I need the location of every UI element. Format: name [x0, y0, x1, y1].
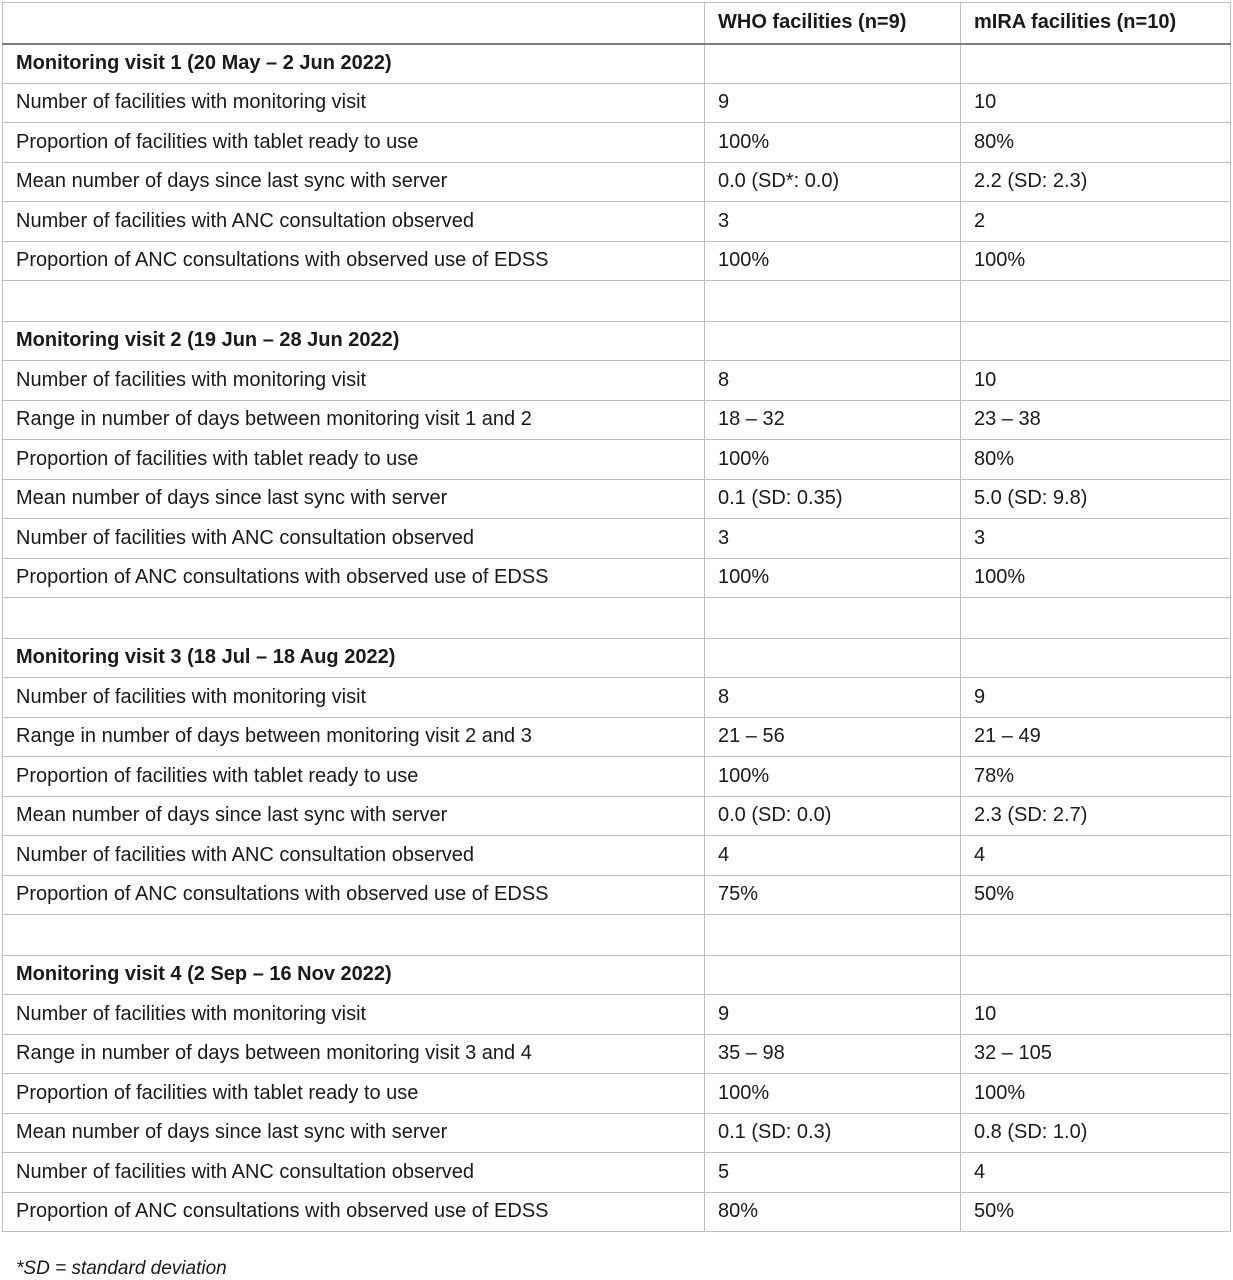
who-value-cell: 3 — [705, 519, 961, 559]
row-label-cell: Number of facilities with monitoring visit — [3, 361, 705, 401]
row-label-cell: Mean number of days since last sync with server — [3, 479, 705, 519]
table-row — [3, 836, 1231, 876]
mira-value-cell — [961, 915, 1231, 956]
header-mira-facilities: mIRA facilities (n=10) — [961, 3, 1231, 44]
mira-value-cell: 23 – 38 — [961, 400, 1231, 440]
table-row — [3, 400, 1231, 440]
who-value-cell — [705, 955, 961, 995]
row-label-cell: Number of facilities with monitoring visit — [3, 678, 705, 718]
row-label-cell: Mean number of days since last sync with server — [3, 796, 705, 836]
row-label-cell: Proportion of ANC consultations with observed use of EDSS — [3, 241, 705, 281]
mira-value-cell: 78% — [961, 757, 1231, 797]
section-header-row — [3, 955, 1231, 995]
table-row — [3, 1034, 1231, 1074]
monitoring-visits-table — [2, 2, 1231, 1232]
who-value-cell: 0.1 (SD: 0.3) — [705, 1113, 961, 1153]
row-label-cell: Proportion of facilities with tablet ready to use — [3, 123, 705, 163]
table-row — [3, 717, 1231, 757]
mira-value-cell — [961, 955, 1231, 995]
who-value-cell: 8 — [705, 361, 961, 401]
spacer-row — [3, 598, 1231, 639]
who-value-cell — [705, 281, 961, 322]
table-row — [3, 1153, 1231, 1193]
mira-value-cell: 32 – 105 — [961, 1034, 1231, 1074]
who-value-cell: 75% — [705, 875, 961, 915]
mira-value-cell: 21 – 49 — [961, 717, 1231, 757]
table-row — [3, 875, 1231, 915]
mira-value-cell: 2.2 (SD: 2.3) — [961, 162, 1231, 202]
table-body — [3, 44, 1231, 1232]
table-row — [3, 83, 1231, 123]
mira-value-cell: 5.0 (SD: 9.8) — [961, 479, 1231, 519]
row-label-cell: Range in number of days between monitoring visit 2 and 3 — [3, 717, 705, 757]
mira-value-cell: 4 — [961, 1153, 1231, 1193]
who-value-cell: 5 — [705, 1153, 961, 1193]
who-value-cell: 35 – 98 — [705, 1034, 961, 1074]
row-label-cell: Proportion of facilities with tablet ready to use — [3, 1074, 705, 1114]
row-label-cell — [3, 598, 705, 639]
mira-value-cell: 80% — [961, 440, 1231, 480]
table-row — [3, 558, 1231, 598]
table-header — [3, 3, 1231, 44]
table-row — [3, 519, 1231, 559]
mira-value-cell: 100% — [961, 1074, 1231, 1114]
who-value-cell: 0.0 (SD*: 0.0) — [705, 162, 961, 202]
mira-value-cell — [961, 638, 1231, 678]
section-header-row — [3, 638, 1231, 678]
row-label-cell: Monitoring visit 2 (19 Jun – 28 Jun 2022) — [3, 321, 705, 361]
footnote: *SD = standard deviation — [16, 1258, 227, 1279]
row-label-cell: Proportion of facilities with tablet ready to use — [3, 757, 705, 797]
who-value-cell: 9 — [705, 83, 961, 123]
who-value-cell — [705, 598, 961, 639]
header-who-facilities: WHO facilities (n=9) — [705, 3, 961, 44]
section-header-row — [3, 321, 1231, 361]
mira-value-cell: 4 — [961, 836, 1231, 876]
mira-value-cell: 2.3 (SD: 2.7) — [961, 796, 1231, 836]
mira-value-cell: 3 — [961, 519, 1231, 559]
table-row — [3, 1192, 1231, 1232]
row-label-cell: Monitoring visit 3 (18 Jul – 18 Aug 2022) — [3, 638, 705, 678]
row-label-cell: Monitoring visit 4 (2 Sep – 16 Nov 2022) — [3, 955, 705, 995]
who-value-cell: 100% — [705, 1074, 961, 1114]
row-label-cell: Mean number of days since last sync with server — [3, 1113, 705, 1153]
header-row — [3, 3, 1231, 44]
who-value-cell: 3 — [705, 202, 961, 242]
who-value-cell: 18 – 32 — [705, 400, 961, 440]
table-row — [3, 440, 1231, 480]
mira-value-cell: 80% — [961, 123, 1231, 163]
mira-value-cell: 9 — [961, 678, 1231, 718]
mira-value-cell: 2 — [961, 202, 1231, 242]
row-label-cell: Number of facilities with ANC consultation observed — [3, 836, 705, 876]
table-row — [3, 757, 1231, 797]
mira-value-cell: 100% — [961, 558, 1231, 598]
who-value-cell: 100% — [705, 440, 961, 480]
row-label-cell: Number of facilities with monitoring visit — [3, 83, 705, 123]
row-label-cell: Mean number of days since last sync with server — [3, 162, 705, 202]
monitoring-table-container — [2, 2, 1230, 1232]
table-row — [3, 1074, 1231, 1114]
who-value-cell — [705, 44, 961, 84]
who-value-cell — [705, 638, 961, 678]
spacer-row — [3, 915, 1231, 956]
mira-value-cell: 50% — [961, 875, 1231, 915]
who-value-cell: 100% — [705, 123, 961, 163]
who-value-cell: 100% — [705, 757, 961, 797]
who-value-cell: 0.0 (SD: 0.0) — [705, 796, 961, 836]
row-label-cell: Monitoring visit 1 (20 May – 2 Jun 2022) — [3, 44, 705, 84]
mira-value-cell: 100% — [961, 241, 1231, 281]
header-empty-cell — [3, 3, 705, 44]
who-value-cell: 9 — [705, 995, 961, 1035]
mira-value-cell: 0.8 (SD: 1.0) — [961, 1113, 1231, 1153]
who-value-cell: 4 — [705, 836, 961, 876]
who-value-cell: 80% — [705, 1192, 961, 1232]
row-label-cell: Range in number of days between monitoring visit 3 and 4 — [3, 1034, 705, 1074]
spacer-row — [3, 281, 1231, 322]
who-value-cell — [705, 321, 961, 361]
row-label-cell — [3, 281, 705, 322]
who-value-cell: 100% — [705, 241, 961, 281]
who-value-cell — [705, 915, 961, 956]
mira-value-cell: 50% — [961, 1192, 1231, 1232]
mira-value-cell — [961, 598, 1231, 639]
row-label-cell — [3, 915, 705, 956]
row-label-cell: Range in number of days between monitoring visit 1 and 2 — [3, 400, 705, 440]
row-label-cell: Proportion of facilities with tablet ready to use — [3, 440, 705, 480]
row-label-cell: Number of facilities with ANC consultation observed — [3, 1153, 705, 1193]
who-value-cell: 0.1 (SD: 0.35) — [705, 479, 961, 519]
table-row — [3, 678, 1231, 718]
who-value-cell: 100% — [705, 558, 961, 598]
who-value-cell: 21 – 56 — [705, 717, 961, 757]
row-label-cell: Number of facilities with ANC consultation observed — [3, 202, 705, 242]
mira-value-cell: 10 — [961, 83, 1231, 123]
table-row — [3, 1113, 1231, 1153]
who-value-cell: 8 — [705, 678, 961, 718]
mira-value-cell — [961, 321, 1231, 361]
mira-value-cell — [961, 281, 1231, 322]
row-label-cell: Number of facilities with monitoring visit — [3, 995, 705, 1035]
section-header-row — [3, 44, 1231, 84]
mira-value-cell — [961, 44, 1231, 84]
row-label-cell: Proportion of ANC consultations with observed use of EDSS — [3, 1192, 705, 1232]
row-label-cell: Number of facilities with ANC consultation observed — [3, 519, 705, 559]
table-row — [3, 995, 1231, 1035]
table-row — [3, 241, 1231, 281]
table-row — [3, 361, 1231, 401]
table-row — [3, 123, 1231, 163]
mira-value-cell: 10 — [961, 361, 1231, 401]
table-row — [3, 796, 1231, 836]
table-row — [3, 479, 1231, 519]
table-row — [3, 202, 1231, 242]
row-label-cell: Proportion of ANC consultations with observed use of EDSS — [3, 875, 705, 915]
mira-value-cell: 10 — [961, 995, 1231, 1035]
row-label-cell: Proportion of ANC consultations with observed use of EDSS — [3, 558, 705, 598]
table-row — [3, 162, 1231, 202]
